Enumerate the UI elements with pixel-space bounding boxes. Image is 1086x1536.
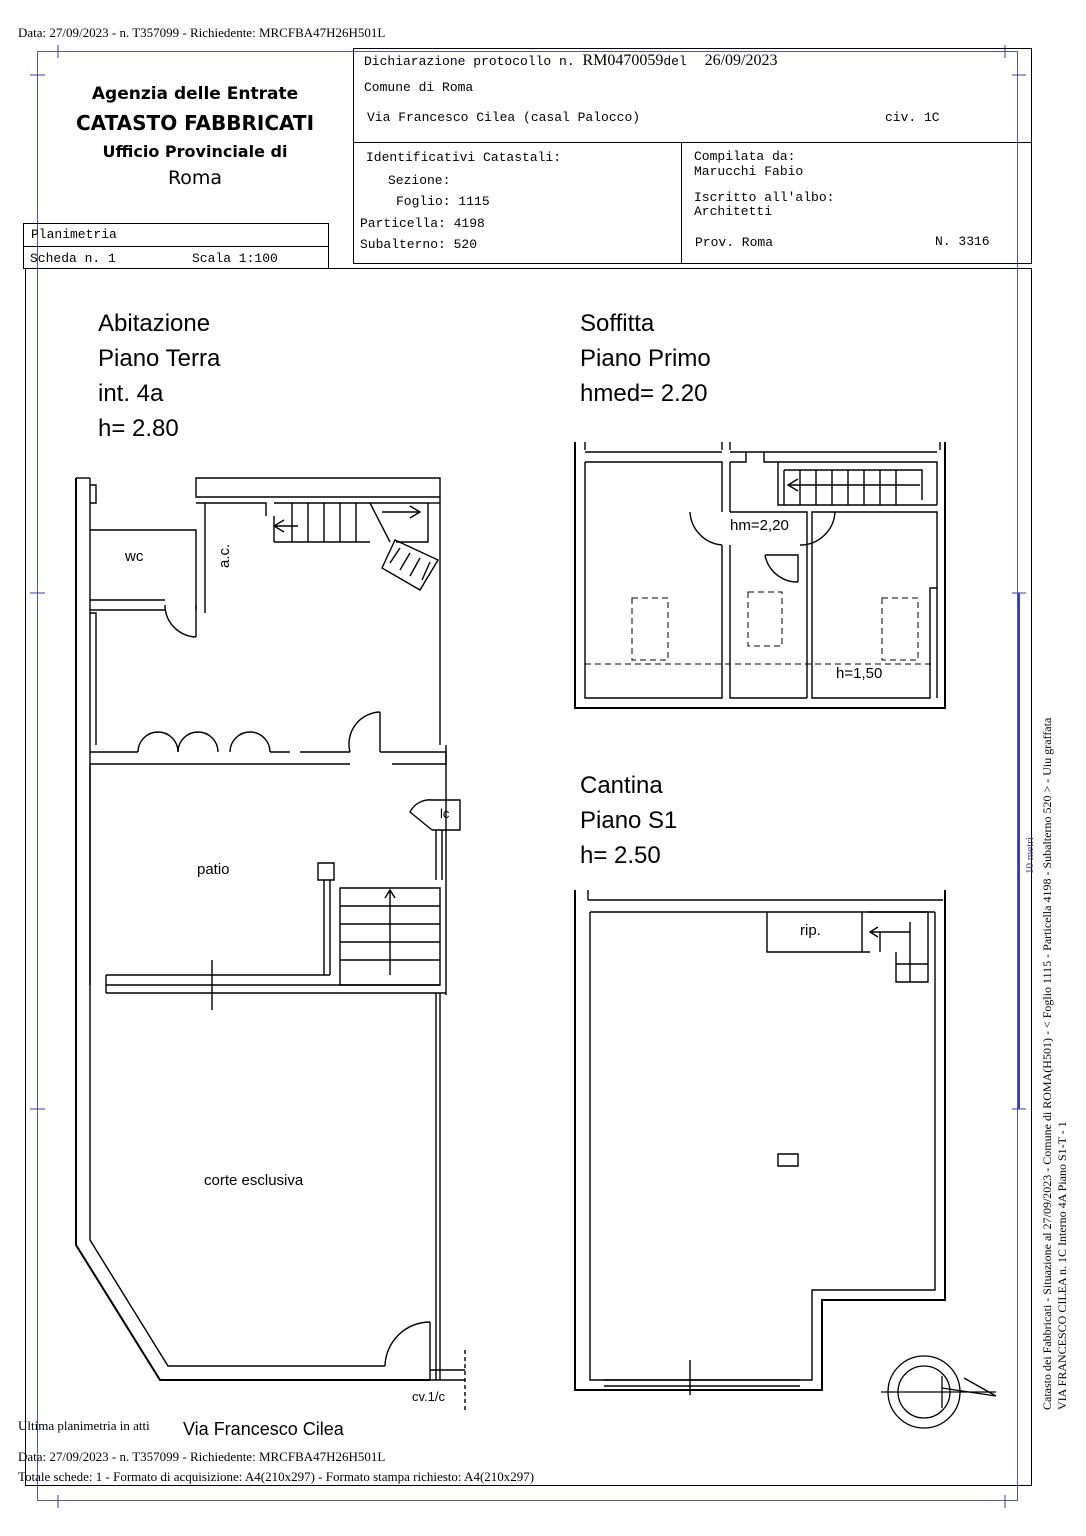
subalterno: Subalterno: 520: [360, 237, 478, 252]
comune: Comune di Roma: [364, 80, 474, 95]
identificativi-title: Identificativi Catastali:: [366, 150, 562, 165]
compilata-label: Compilata da:: [694, 149, 796, 164]
side-text-line-1: Catasto dei Fabbricati - Situazione al 27/09/2023 - Comune di ROMA(H501) - < Foglio 1115 - Particella 4198 - Subalterno 520 > - Uiu graffata: [1040, 717, 1054, 1410]
side-text-line-2: VIA FRANCESCO CILEA n. 1C Interno 4A Piano S1-T - 1: [1055, 1121, 1069, 1410]
top-request-line: Data: 27/09/2023 - n. T357099 - Richiedente: MRCFBA47H26H501L: [18, 25, 386, 40]
last-plan-note: Ultima planimetria in atti: [18, 1418, 150, 1433]
room-wc: wc: [125, 548, 144, 565]
scale: Scala 1:100: [192, 251, 278, 266]
room-lc: lc: [440, 806, 450, 821]
street-name: Via Francesco Cilea: [183, 1419, 344, 1439]
agency-name: Agenzia delle Entrate: [91, 84, 299, 104]
protocol-number: RM0470059: [582, 52, 664, 69]
cantina-labels: Cantina Piano S1 h= 2.50: [580, 772, 678, 869]
declaration-date: 26/09/2023: [704, 52, 778, 69]
agency-city: Roma: [167, 167, 223, 189]
scale-bar-label: 10 metri: [1024, 837, 1036, 874]
scheda-number: Scheda n. 1: [30, 251, 116, 266]
provincia: Prov. Roma: [695, 235, 774, 250]
scale-bar: [1018, 593, 1020, 1109]
north-arrow-icon: [876, 1348, 1001, 1438]
room-hm: hm=2,20: [730, 517, 789, 534]
civic-number: civ. 1C: [885, 110, 940, 125]
albo: Architetti: [694, 204, 773, 219]
room-rip: rip.: [800, 922, 821, 939]
compilata-name: Marucchi Fabio: [694, 164, 804, 179]
agency-office: Ufficio Provinciale di: [102, 142, 288, 161]
foglio: Foglio: 1115: [396, 194, 490, 209]
footer-format-line: Totale schede: 1 - Formato di acquisizione: A4(210x297) - Formato stampa richiesto: A4(210x297): [18, 1469, 535, 1484]
albo-label: Iscritto all'albo:: [694, 190, 835, 205]
room-patio: patio: [197, 861, 230, 878]
footer-request-line: Data: 27/09/2023 - n. T357099 - Richiedente: MRCFBA47H26H501L: [18, 1449, 386, 1464]
sezione: Sezione:: [388, 173, 451, 188]
soffitta-labels: Soffitta Piano Primo hmed= 2.20: [580, 310, 711, 407]
planimetria-title: Planimetria: [31, 227, 117, 242]
room-h150: h=1,50: [836, 665, 883, 682]
room-ac: a.c.: [216, 543, 233, 568]
particella: Particella: 4198: [360, 216, 485, 231]
agency-department: CATASTO FABBRICATI: [75, 111, 315, 135]
room-corte-esclusiva: corte esclusiva: [204, 1172, 304, 1189]
declaration-line: Dichiarazione protocollo n. RM0470059del 26/09/2023: [364, 52, 778, 69]
room-cantina-access: cv.1/c: [412, 1389, 445, 1404]
address: Via Francesco Cilea (casal Palocco): [367, 110, 641, 125]
abitazione-labels: Abitazione Piano Terra int. 4a h= 2.80: [98, 310, 221, 442]
albo-number: N. 3316: [935, 234, 990, 249]
